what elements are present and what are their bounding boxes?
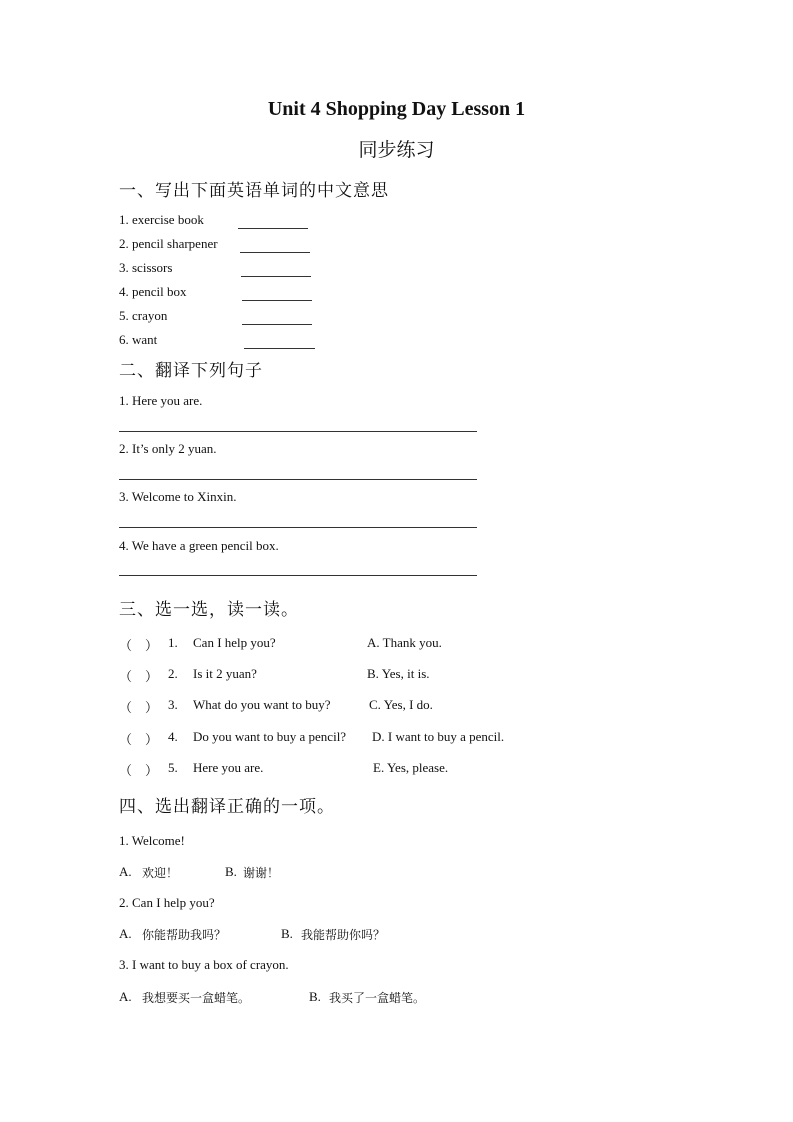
- page-subtitle: 同步练习: [358, 140, 435, 161]
- option-b[interactable]: 我能帮助你吗？: [301, 928, 386, 942]
- question-number: 1.: [168, 635, 178, 650]
- option-a-label: A.: [119, 926, 132, 941]
- answer-line[interactable]: [119, 575, 477, 576]
- option-a[interactable]: 我想要买一盒蜡笔。: [142, 991, 251, 1005]
- section3-heading: 三、选一选，读一读。: [119, 600, 299, 620]
- question-text: Here you are.: [193, 760, 264, 775]
- option-text: D. I want to buy a pencil.: [372, 729, 505, 744]
- section2-heading: 二、翻译下列句子: [119, 361, 263, 381]
- choice-question: 2. Can I help you?: [119, 895, 215, 910]
- answer-blank[interactable]: [244, 348, 315, 349]
- option-a[interactable]: 你能帮助我吗？: [142, 928, 227, 942]
- sentence-item: 3. Welcome to Xinxin.: [119, 489, 237, 504]
- option-b-label: B.: [309, 989, 321, 1004]
- option-b[interactable]: 谢谢！: [243, 866, 280, 880]
- answer-paren[interactable]: （ ）: [119, 700, 159, 715]
- option-b-label: B.: [225, 864, 237, 879]
- answer-paren[interactable]: （ ）: [119, 638, 159, 653]
- answer-line[interactable]: [119, 527, 477, 528]
- answer-blank[interactable]: [241, 276, 311, 277]
- sentence-item: 2. It’s only 2 yuan.: [119, 441, 217, 456]
- vocab-item: 6. want: [119, 332, 158, 347]
- option-text: E. Yes, please.: [373, 760, 449, 775]
- page-title: Unit 4 Shopping Day Lesson 1: [267, 98, 526, 120]
- option-text: C. Yes, I do.: [369, 697, 433, 712]
- answer-paren[interactable]: （ ）: [119, 669, 159, 684]
- choice-question: 3. I want to buy a box of crayon.: [119, 957, 289, 972]
- answer-line[interactable]: [119, 431, 477, 432]
- option-a[interactable]: 欢迎！: [142, 866, 179, 880]
- vocab-item: 5. crayon: [119, 308, 168, 323]
- answer-blank[interactable]: [242, 324, 312, 325]
- question-number: 3.: [168, 697, 178, 712]
- sentence-item: 4. We have a green pencil box.: [119, 538, 279, 553]
- question-number: 4.: [168, 729, 178, 744]
- question-text: Can I help you?: [193, 635, 276, 650]
- answer-blank[interactable]: [242, 300, 312, 301]
- sentence-item: 1. Here you are.: [119, 393, 203, 408]
- vocab-item: 2. pencil sharpener: [119, 236, 218, 251]
- option-a-label: A.: [119, 864, 132, 879]
- option-a-label: A.: [119, 989, 132, 1004]
- section4-heading: 四、选出翻译正确的一项。: [119, 797, 335, 817]
- answer-blank[interactable]: [240, 252, 310, 253]
- answer-paren[interactable]: （ ）: [119, 732, 159, 747]
- option-b-label: B.: [281, 926, 293, 941]
- answer-blank[interactable]: [238, 228, 308, 229]
- question-text: What do you want to buy?: [193, 697, 331, 712]
- vocab-item: 4. pencil box: [119, 284, 187, 299]
- option-text: B. Yes, it is.: [367, 666, 430, 681]
- section1-heading: 一、写出下面英语单词的中文意思: [119, 181, 389, 201]
- question-number: 2.: [168, 666, 178, 681]
- answer-paren[interactable]: （ ）: [119, 763, 159, 778]
- question-number: 5.: [168, 760, 178, 775]
- option-b[interactable]: 我买了一盒蜡笔。: [329, 991, 426, 1005]
- vocab-item: 3. scissors: [119, 260, 173, 275]
- answer-line[interactable]: [119, 479, 477, 480]
- choice-question: 1. Welcome!: [119, 833, 185, 848]
- vocab-item: 1. exercise book: [119, 212, 204, 227]
- question-text: Is it 2 yuan?: [193, 666, 257, 681]
- option-text: A. Thank you.: [367, 635, 442, 650]
- question-text: Do you want to buy a pencil?: [193, 729, 347, 744]
